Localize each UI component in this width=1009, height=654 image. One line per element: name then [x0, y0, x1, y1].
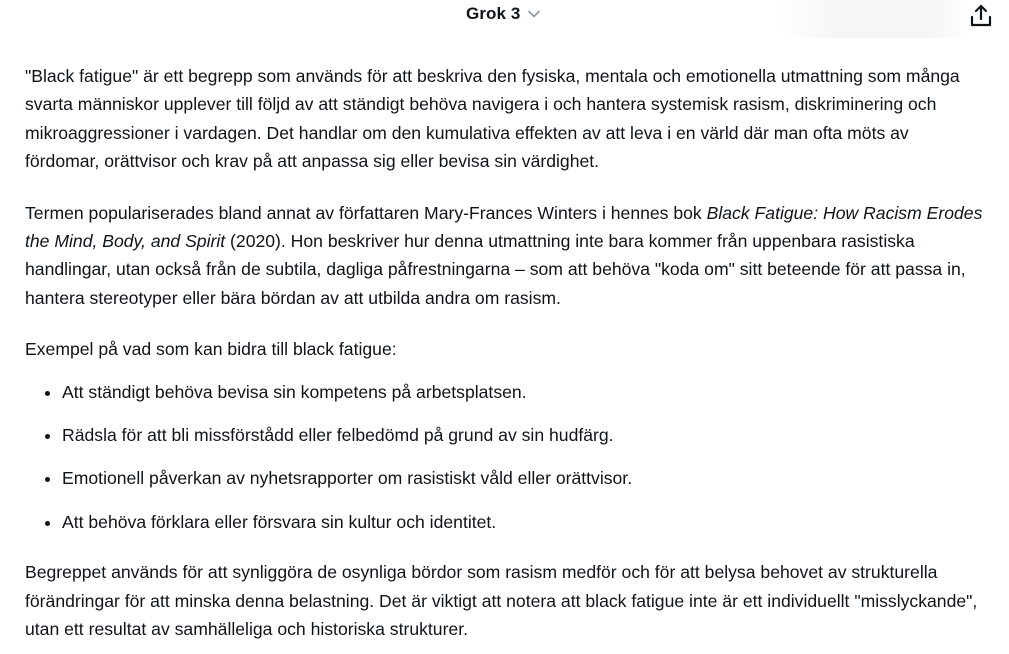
- list-item: • Rädsla för att bli missförstådd eller felbedömd på grund av sin hudfärg.: [62, 421, 985, 449]
- message-paragraph-4: Begreppet används för att synliggöra de osynliga bördor som rasism medför och för att belysa behovet av strukturella förändringar för att minska denna belastning. Det är viktigt att notera att black fatigue inte är ett individuellt "misslyckande", utan ett resultat av samhälleliga och historiska strukturer.: [25, 562, 978, 640]
- list-item: • Att ständigt behöva bevisa sin kompetens på arbetsplatsen.: [62, 378, 985, 406]
- list-item: • Emotionell påverkan av nyhetsrapporter om rasistiskt våld eller orättvisor.: [62, 464, 985, 492]
- message-paragraph-2: [25, 199, 985, 313]
- blurred-header-region: [780, 0, 970, 38]
- share-upload-icon[interactable]: [968, 3, 994, 29]
- paragraph-2-start: Termen populariserades bland annat av författaren Mary-Frances Winters i hennes bok: [25, 202, 707, 223]
- model-selector[interactable]: [466, 4, 541, 24]
- chevron-down-icon: [527, 7, 541, 21]
- assistant-message: [25, 62, 985, 644]
- list-item: • Att behöva förklara eller försvara sin kultur och identitet.: [62, 508, 985, 536]
- message-paragraph-3: Exempel på vad som kan bidra till black fatigue:: [25, 339, 397, 360]
- book-title: Black Fatigue: How Racism Erodes the Mind, Body, and Spirit: [25, 202, 983, 252]
- paragraph-2-end: (2020). Hon beskriver hur denna utmattning inte bara kommer från uppenbara rasistiska handlingar, utan också från de subtila, dagliga påfrestningarna – som att behöva "koda om" sitt beteende för att passa in, hantera stereotyper eller bära bördan av att utbilda andra om rasism.: [25, 231, 966, 308]
- message-paragraph-1: "Black fatigue" är ett begrepp som används för att beskriva den fysiska, mentala och emotionella utmattning som många svarta människor upplever till följd av att ständigt behöva navigera i och hantera systemisk rasism, diskriminering och mikroaggressioner i vardagen. Det handlar om den kumulativa effekten av att leva i en värld där man ofta möts av fördomar, orättvisor och krav på att anpassa sig eller bevisa sin värdighet.: [25, 66, 960, 172]
- examples-list: [25, 378, 985, 537]
- top-bar: [0, 0, 1009, 34]
- model-name: Grok 3: [466, 4, 521, 23]
